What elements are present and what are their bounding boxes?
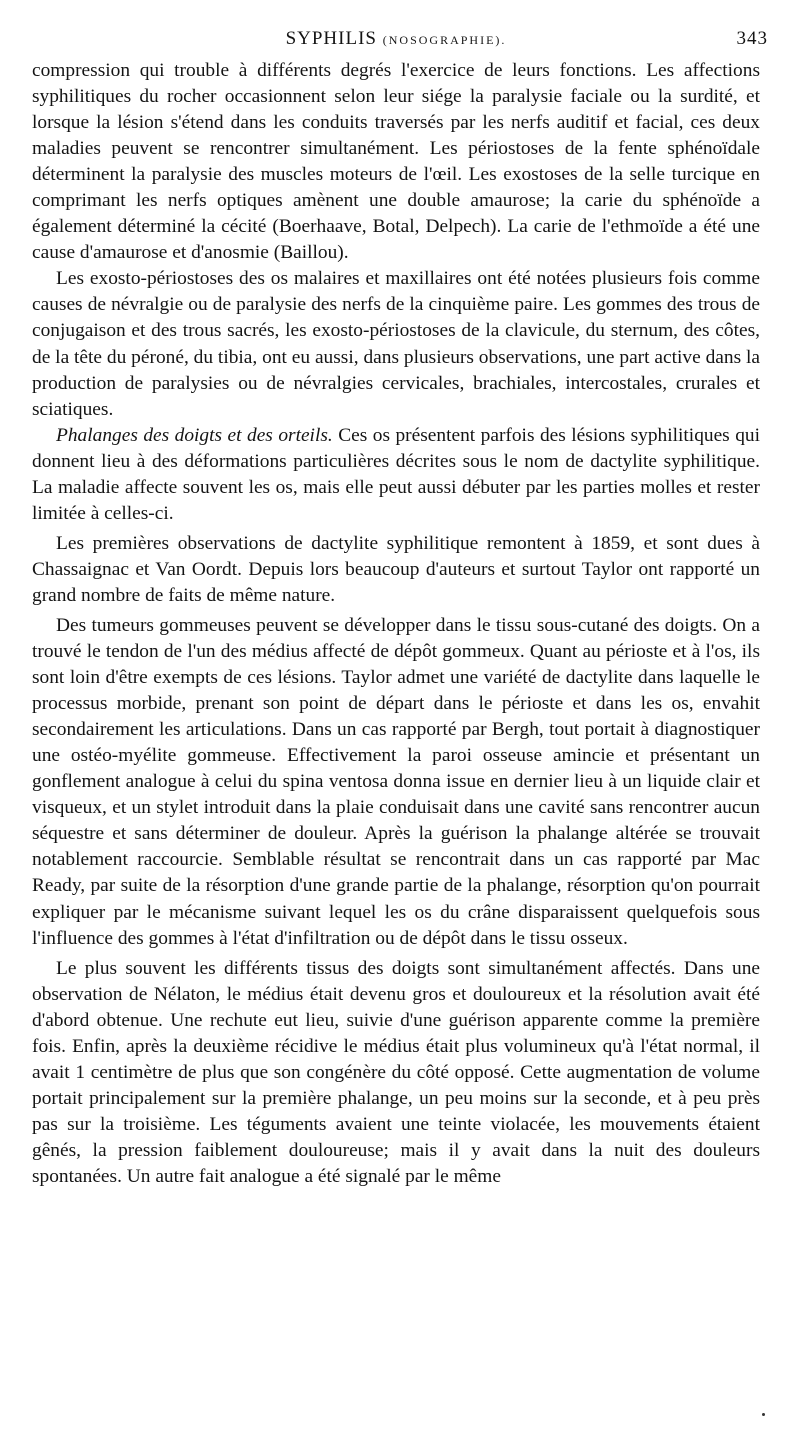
paragraph-continued: compression qui trouble à différents degrés l'exercice de leurs fonctions. Les affections syphilitiques du rocher occasionnent selon leur siége la paralysie faciale ou la surdité, et lorsque la lésion s'étend dans les conduits traversés par les nerfs auditif et facial, ces deux maladies peuvent se rencontrer simultanément. Les périostoses de la fente sphénoïdale déterminent la paralysie des muscles moteurs de l'œil. Les exostoses de la selle turcique en comprimant les nerfs optiques amènent une double amaurose; la carie du sphénoïde a également déterminé la cécité (Boerhaave, Botal, Delpech). La carie de l'ethmoïde a été une cause d'amaurose et d'anosmie (Baillou). — [32, 60, 760, 264]
paragraph-tissues-affected: Le plus souvent les différents tissus des doigts sont simultanément affectés. Dans une observation de Nélaton, le médius était devenu gros et douloureux et la résolution avait été d'abord obtenue. Une rechute eut lieu, suivie d'une guérison apparente comme la première fois. Enfin, après la deuxième récidive le médius était plus volumineux qu'à l'état normal, il avait 1 centimètre de plus que son congénère du côté opposé. Cette augmentation de volume portait principalement sur la première phalange, un peu moins sur la seconde, et à peu près pas sur la troisième. Les téguments avaient une teinte violacée, les mouvements étaient gênés, la pression faiblement douloureuse; mais il y avait dans la nuit des douleurs spontanées. Un autre fait analogue a été signalé par le même — [32, 957, 760, 1187]
running-title-subtitle: (NOSOGRAPHIE). — [382, 33, 507, 47]
printing-speck — [762, 1413, 765, 1416]
paragraph-gummatous-tumors: Des tumeurs gommeuses peuvent se développer dans le tissu sous-cutané des doigts. On a trouvé le tendon de l'un des médius affecté de dépôt gommeux. Quant au périoste et à l'os, ils sont loin d'être exempts de ces lésions. Taylor admet une variété de dactylite dans laquelle le processus morbide, prenant son point de départ dans le périoste et dans les os, envahit secondairement les articulations. Dans un cas rapporté par Bergh, tout portait à diagnostiquer une ostéo-myélite gommeuse. Effectivement la paroi osseuse amincie et présentant un gonflement analogue à celui du spina ventosa donna issue en dernier lieu à un liquide clair et visqueux, et un stylet introduit dans la plaie conduisait dans une cavité sans rencontrer aucun séquestre et sans déterminer de douleur. Après la guérison la phalange altérée se trouvait notablement raccourcie. Semblable résultat se rencontrait dans un cas rapporté par Mac Ready, par suite de la résorption d'une grande partie de la phalange, résorption qu'on pourrait expliquer par le mécanisme suivant lequel les os du crâne disparaissent quelquefois sous l'influence des gommes à l'état d'infiltration ou de dépôt dans le tissu osseux. — [32, 614, 760, 949]
page-number: 343 — [736, 28, 768, 49]
running-title — [32, 28, 760, 50]
body-text — [32, 58, 760, 1190]
paragraph-phalanges — [32, 423, 760, 527]
book-page — [32, 28, 768, 1190]
paragraph-phalanges-text: Ces os présentent parfois des lésions syphilitiques qui donnent lieu à des déformations particulières décrites sous le nom de dactylite syphilitique. La maladie affecte souvent les os, mais elle peut aussi débuter par les parties molles et rester limitée à celles-ci. — [32, 424, 760, 524]
paragraph-nerves: Les exosto-périostoses des os malaires et maxillaires ont été notées plusieurs fois comme causes de névralgie ou de paralysie des nerfs de la cinquième paire. Les gommes des trous de conjugaison et des trous sacrés, les exosto-périostoses de la clavicule, du sternum, des côtes, de la tête du péroné, du tibia, ont eu aussi, dans plusieurs observations, une part active dans la production de paralysies ou de névralgies cervicales, brachiales, intercostales, crurales et sciatiques. — [32, 268, 760, 420]
running-title-main: SYPHILIS — [285, 28, 377, 49]
section-heading-phalanges: Phalanges des doigts et des orteils. — [56, 424, 333, 446]
running-head — [32, 28, 768, 58]
paragraph-first-observations: Les premières observations de dactylite syphilitique remontent à 1859, et sont dues à Chassaignac et Van Oordt. Depuis lors beaucoup d'auteurs et surtout Taylor ont rapporté un grand nombre de faits de même nature. — [32, 532, 760, 606]
